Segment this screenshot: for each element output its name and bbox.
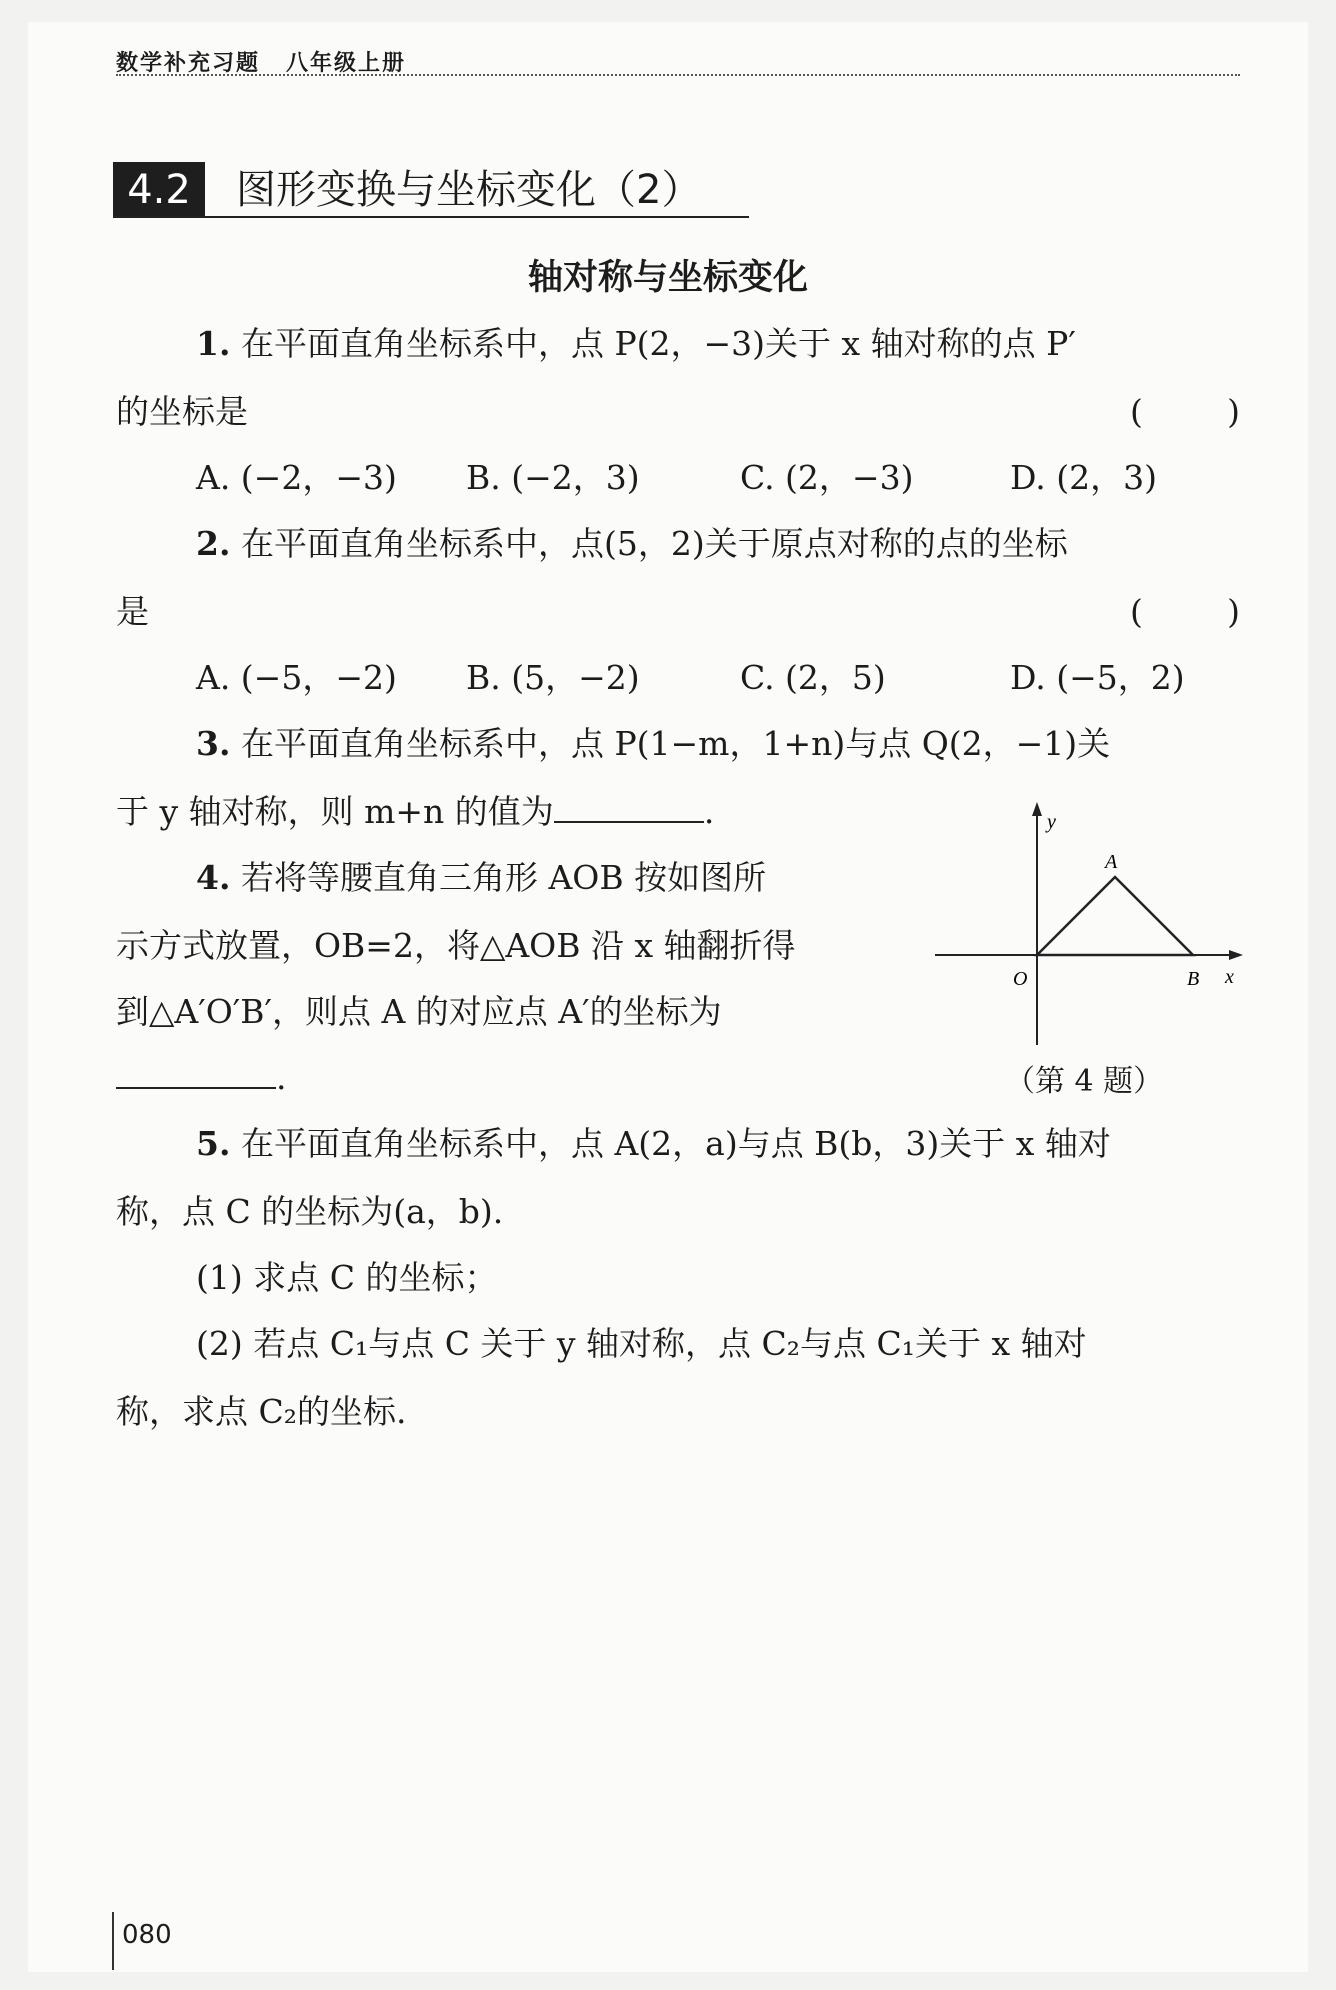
q1-line2: 的坐标是 [116,392,248,431]
q3-period: . [703,792,715,831]
q4-period: . [276,1058,287,1097]
triangle-aob [1037,877,1193,955]
q3-number: 3. [196,724,231,763]
q4-line3: 到△A′O′B′，则点 A 的对应点 A′的坐标为 [116,992,722,1031]
q5-number: 5. [196,1124,231,1163]
grade-label: 八年级上册 [286,51,407,76]
q3-line2 [116,790,714,834]
y-label: y [1047,811,1056,833]
q2-option-c: C. (2，5) [740,658,886,697]
section-number: 4.2 [113,162,205,218]
q3-text2: 于 y 轴对称，则 m+n 的值为 [116,792,554,831]
q5-part2-line1: (2) 若点 C₁与点 C 关于 y 轴对称，点 C₂与点 C₁关于 x 轴对 [196,1324,1087,1363]
q5-part1: (1) 求点 C 的坐标； [196,1258,498,1297]
q3-text1: 在平面直角坐标系中，点 P(1−m，1+n)与点 Q(2，−1)关 [240,724,1111,763]
origin-label: O [1013,968,1028,990]
q1-option-a: A. (−2，−3) [196,458,397,497]
x-label: x [1225,966,1234,988]
q1-number: 1. [196,324,231,363]
q3-line1 [196,722,1110,766]
q4-answer-blank[interactable] [116,1057,276,1089]
section-title: 图形变换与坐标变化（2） [236,167,702,213]
q1-option-c: C. (2，−3) [740,458,914,497]
q3-answer-blank[interactable] [554,791,704,823]
q1-bracket-open: ( [1130,392,1143,431]
q2-bracket-open: ( [1130,592,1143,631]
q2-option-b: B. (5，−2) [466,658,640,697]
q4-line2: 示方式放置，OB=2，将△AOB 沿 x 轴翻折得 [116,926,796,965]
point-a-label: A [1105,851,1118,873]
subsection-title: 轴对称与坐标变化 [527,258,808,298]
q2-option-d: D. (−5，2) [1010,658,1185,697]
page-number-bar [112,1912,114,1970]
q1-option-b: B. (−2，3) [466,458,640,497]
q5-part2-line2: 称，求点 C₂的坐标. [116,1392,407,1431]
q4-line1 [196,856,766,900]
q1-text1: 在平面直角坐标系中，点 P(2，−3)关于 x 轴对称的点 P′ [240,324,1076,363]
point-b-label: B [1187,968,1200,990]
q5-line2: 称，点 C 的坐标为(a，b). [116,1192,504,1231]
y-axis-arrow [1032,802,1042,816]
book-title: 数学补充习题 [116,51,261,76]
x-axis-arrow [1229,950,1243,960]
q4-answer-line [116,1056,287,1100]
running-header [116,46,406,77]
q2-line2: 是 [116,592,149,631]
q1-answer-bracket[interactable] [1130,390,1240,434]
q1-line1 [196,322,1076,366]
q2-text1: 在平面直角坐标系中，点(5，2)关于原点对称的点的坐标 [240,524,1068,563]
q4-figure [935,800,1245,1050]
q2-line1 [196,522,1068,566]
q2-bracket-close: ) [1227,592,1240,631]
q2-option-a: A. (−5，−2) [196,658,397,697]
q2-number: 2. [196,524,231,563]
section-underline [113,216,749,218]
page-number: 080 [122,1920,172,1950]
q4-number: 4. [196,858,231,897]
q1-option-d: D. (2，3) [1010,458,1158,497]
q2-answer-bracket[interactable] [1130,590,1240,634]
q4-figure-caption: （第 4 题） [1005,1064,1164,1099]
q5-text1: 在平面直角坐标系中，点 A(2，a)与点 B(b，3)关于 x 轴对 [240,1124,1111,1163]
q4-text1: 若将等腰直角三角形 AOB 按如图所 [240,858,767,897]
header-divider [116,74,1240,76]
q5-line1 [196,1122,1111,1166]
q1-bracket-close: ) [1227,392,1240,431]
